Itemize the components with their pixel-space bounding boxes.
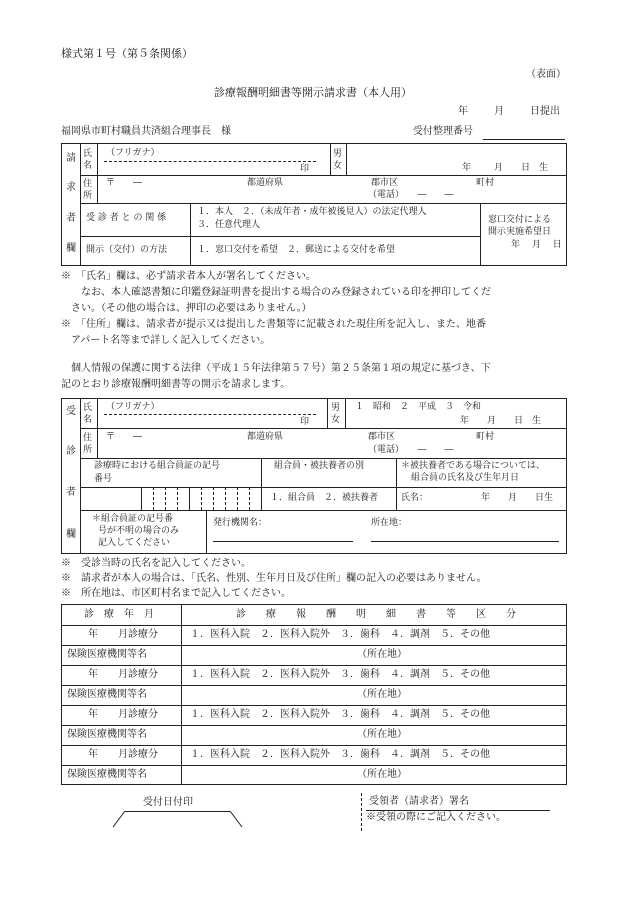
row4-address[interactable]: （所在地） xyxy=(357,769,407,780)
row4-categories[interactable]: １．医科入院 ２．医科入院外 ３．歯科 ４．調剤 ５．その他 xyxy=(190,749,490,760)
intro-line-1: 個人情報の保護に関する法律（平成１５年法律第５７号）第２５条第１項の規定に基づき、下 xyxy=(61,363,491,374)
method-label: 開示（交付）の方法 xyxy=(86,245,168,255)
side-label: （表面） xyxy=(526,69,566,80)
intro-line-2: 記のとおり診療報酬明細書等の開示を請求します。 xyxy=(61,379,291,390)
note1-line-5: アパート名等まで詳しく記入してください。 xyxy=(61,335,271,346)
table-header-category: 診 療 報 酬 明 細 書 等 区 分 xyxy=(236,609,516,620)
patient-side-3: 者 xyxy=(66,487,76,498)
patient-address-label: 住所 xyxy=(83,433,93,455)
relation-label: 受 診 者 と の 関 係 xyxy=(86,213,167,223)
row3-address[interactable]: （所在地） xyxy=(357,729,407,740)
member-type-label: 組合員・被扶養者の別 xyxy=(274,461,365,471)
member-no-label-1: 診療時における組合員証の記号 xyxy=(94,461,221,471)
page-title: 診療報酬明細書等開示請求書（本人用） xyxy=(214,86,412,99)
footer-divider xyxy=(361,793,362,831)
dependent-note-2: 組合員の氏名及び生年月日 xyxy=(411,473,520,483)
patient-side-1: 受 xyxy=(66,406,76,417)
requester-side-3: 者 xyxy=(66,213,76,224)
requester-dob-day: 日 生 xyxy=(521,163,549,173)
patient-gender[interactable]: 男女 xyxy=(331,403,341,425)
submit-year: 年 xyxy=(458,106,468,117)
row1-address[interactable]: （所在地） xyxy=(357,649,407,660)
requester-name-label: 氏名 xyxy=(83,149,93,171)
note1-line-3: さい。（その他の場合は、押印の必要はありません。） xyxy=(61,303,312,314)
row2-facility: 保険医療機関等名 xyxy=(67,689,147,700)
requester-prefecture: 都道府県 xyxy=(247,178,284,188)
note2-line-1: ※ 受診当時の氏名を記入してください。 xyxy=(61,558,251,569)
requester-seal: 印 xyxy=(300,164,310,174)
patient-dob: 年 月 日 生 xyxy=(460,416,542,426)
issuer-field[interactable] xyxy=(213,541,353,542)
row3-date[interactable]: 年 月診療分 xyxy=(88,709,158,720)
patient-furigana[interactable]: （フリガナ） xyxy=(106,402,160,412)
row3-categories[interactable]: １．医科入院 ２．医科入院外 ３．歯科 ４．調剤 ５．その他 xyxy=(190,709,490,720)
issuer-address-field[interactable] xyxy=(371,541,559,542)
window-note-1: 窓口交付による xyxy=(488,215,552,225)
unknown-note-1: ＊組合員証の記号番 xyxy=(92,514,174,524)
window-date[interactable]: 年 月 日 xyxy=(511,240,562,250)
issuer-label: 発行機関名： xyxy=(213,518,268,528)
row1-facility: 保険医療機関等名 xyxy=(67,649,147,660)
requester-phone[interactable]: （電話） ― ― xyxy=(368,190,454,200)
patient-era[interactable]: １ 昭和 ２ 平成 ３ 令和 xyxy=(355,402,482,412)
unknown-note-2: 号が不明の場合のみ xyxy=(98,526,180,536)
patient-seal: 印 xyxy=(300,417,310,427)
dependent-name[interactable]: 氏名： xyxy=(401,493,429,503)
requester-address-label: 住所 xyxy=(83,179,93,201)
requester-town: 町村 xyxy=(476,178,495,188)
row2-address[interactable]: （所在地） xyxy=(357,689,407,700)
note2-line-2: ※ 請求者が本人の場合は、「氏名、性別、生年月日及び住所」欄の記入の必要はありません。 xyxy=(61,573,487,584)
note1-line-1: ※ 「氏名」欄は、必ず請求者本人が署名してください。 xyxy=(61,271,316,282)
requester-dob-month: 月 xyxy=(494,163,504,173)
table-header-date: 診 療 年 月 xyxy=(84,609,154,620)
window-note-2: 開示実施希望日 xyxy=(488,227,552,237)
reception-no-field[interactable] xyxy=(483,139,565,140)
stamp-label: 受付日付印 xyxy=(143,797,193,808)
requester-postal[interactable]: 〒 ― xyxy=(106,178,143,188)
row1-categories[interactable]: １．医科入院 ２．医科入院外 ３．歯科 ４．調剤 ５．その他 xyxy=(190,629,490,640)
issuer-address-label: 所在地： xyxy=(371,518,408,528)
reception-no-label: 受付整理番号 xyxy=(413,126,473,137)
member-no-label-2: 番号 xyxy=(94,474,113,484)
receiver-label: 受領者（請求者）署名 xyxy=(369,796,469,807)
patient-side-2: 診 xyxy=(66,446,76,457)
submit-month: 月 xyxy=(494,106,504,117)
relation-option-1[interactable]: １．本人 ２．（未成年者・成年被後見人）の法定代理人 xyxy=(197,207,427,217)
patient-postal[interactable]: 〒 ― xyxy=(106,432,143,442)
note1-line-2: なお、本人確認書類に印鑑登録証明書を提出する場合のみ登録されている印を押印してくだ xyxy=(61,287,491,298)
row2-categories[interactable]: １．医科入院 ２．医科入院外 ３．歯科 ４．調剤 ５．その他 xyxy=(190,669,490,680)
patient-name-label: 氏名 xyxy=(83,403,93,425)
requester-furigana[interactable]: （フリガナ） xyxy=(106,148,160,158)
addressee: 福岡県市町村職員共済組合理事長 様 xyxy=(61,126,231,137)
unknown-note-3: 記入してください xyxy=(98,538,171,548)
patient-prefecture: 都道府県 xyxy=(247,432,284,442)
patient-phone[interactable]: （電話） ― ― xyxy=(368,445,454,455)
patient-city: 郡市区 xyxy=(368,432,396,442)
row4-facility: 保険医療機関等名 xyxy=(67,769,147,780)
row3-facility: 保険医療機関等名 xyxy=(67,729,147,740)
requester-side-2: 求 xyxy=(66,182,76,193)
submit-day: 日提出 xyxy=(530,106,560,117)
receiver-signature-field[interactable] xyxy=(366,810,550,811)
method-options[interactable]: １．窓口交付を希望 ２．郵送による交付を希望 xyxy=(197,245,396,255)
row4-date[interactable]: 年 月診療分 xyxy=(88,749,158,760)
requester-side-4: 欄 xyxy=(66,243,76,254)
patient-side-4: 欄 xyxy=(66,529,76,540)
patient-town: 町村 xyxy=(476,432,495,442)
requester-gender[interactable]: 男女 xyxy=(333,149,343,171)
row1-date[interactable]: 年 月診療分 xyxy=(88,629,158,640)
row2-date[interactable]: 年 月診療分 xyxy=(88,669,158,680)
note2-line-3: ※ 所在地は、市区町村名まで記入してください。 xyxy=(61,588,291,599)
note1-line-4: ※ 「住所」欄は、請求者が提示又は提出した書類等に記載された現住所を記入し、また、地番 xyxy=(61,319,486,330)
receiver-note: ※受領の際にご記入ください。 xyxy=(366,812,506,823)
dependent-note-1: ＊被扶養者である場合については、 xyxy=(401,461,545,471)
relation-option-2[interactable]: ３．任意代理人 xyxy=(197,220,261,230)
form-number: 様式第１号（第５条関係） xyxy=(61,47,193,60)
dependent-dob[interactable]: 年 月 日生 xyxy=(481,493,554,503)
requester-dob-year: 年 xyxy=(462,163,472,173)
requester-city: 郡市区 xyxy=(371,178,399,188)
stamp-outline xyxy=(110,810,250,828)
member-type-options[interactable]: １．組合員 ２．被扶養者 xyxy=(270,493,379,503)
requester-side-1: 請 xyxy=(66,153,76,164)
